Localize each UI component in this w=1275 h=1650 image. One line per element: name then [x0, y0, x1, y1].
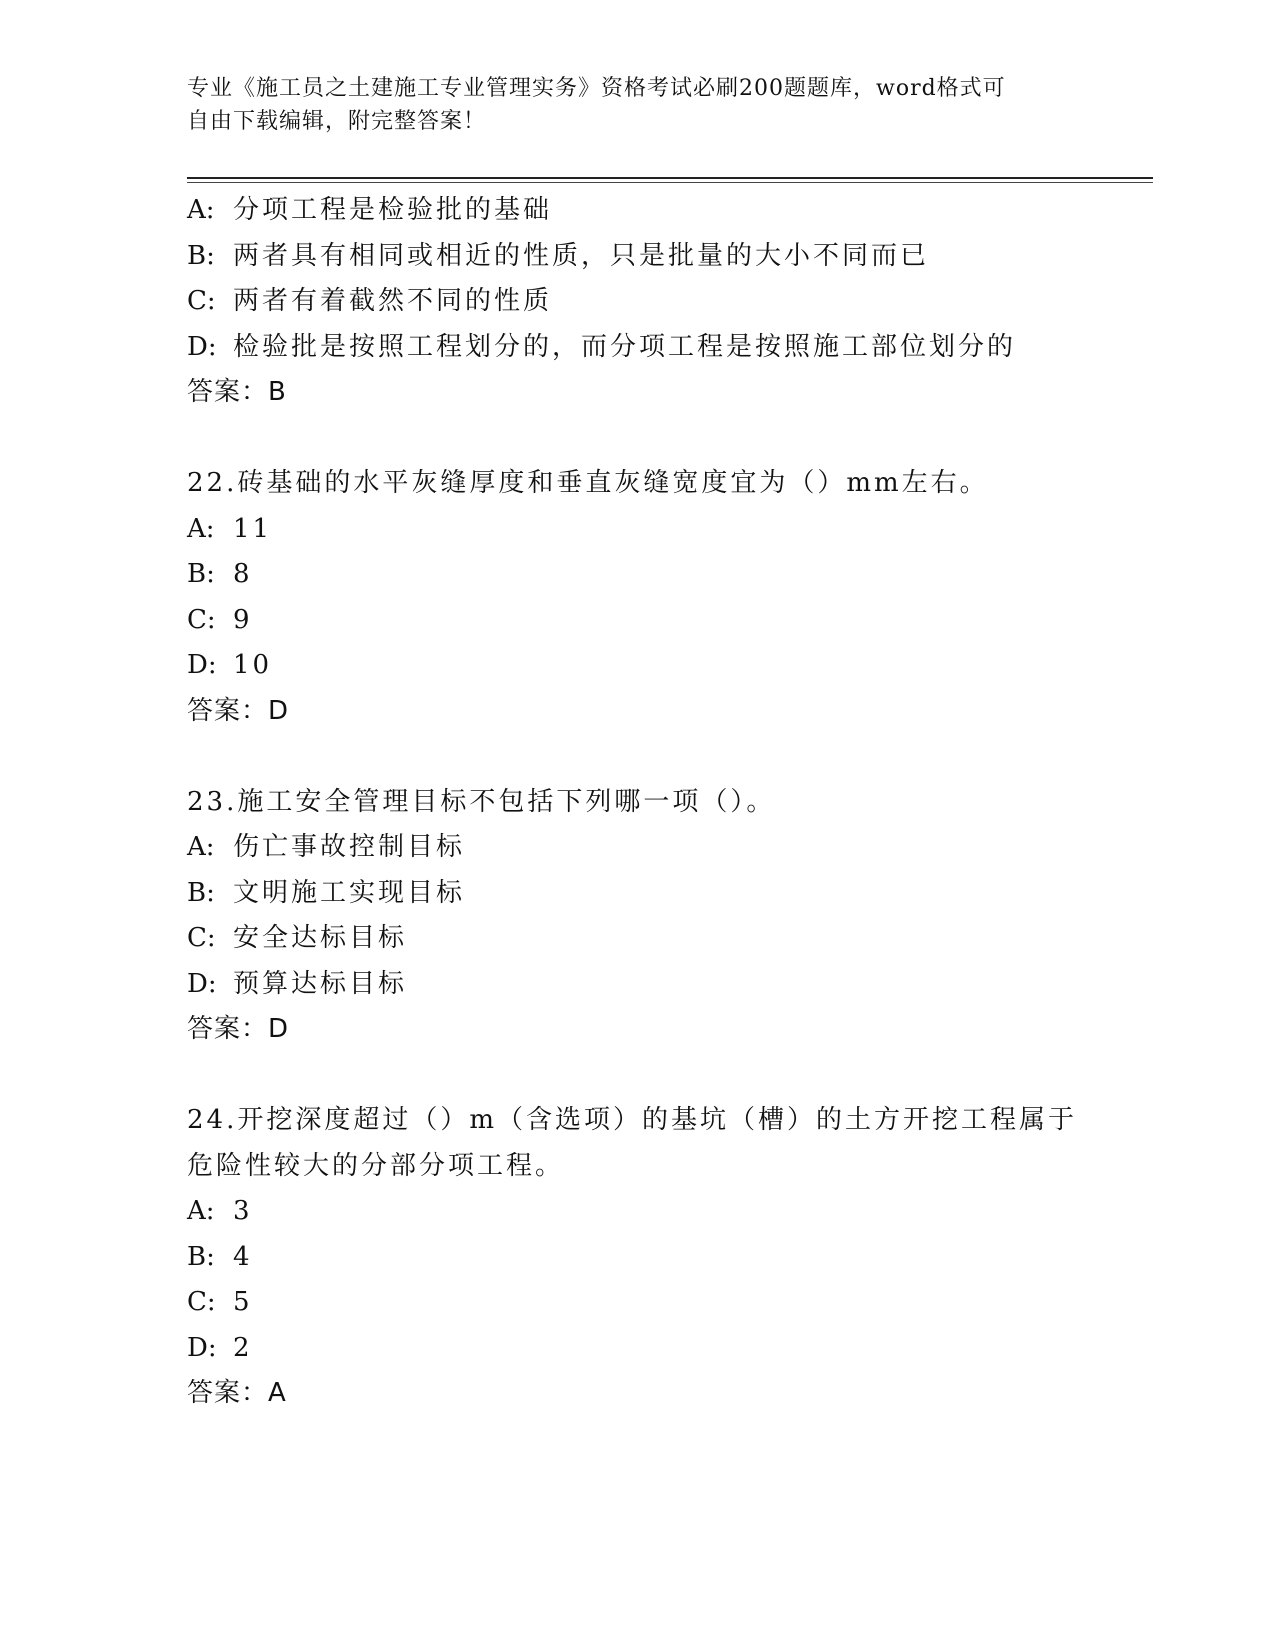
spacer	[187, 416, 1153, 462]
question-stem: 23.施工安全管理目标不包括下列哪一项（）。	[187, 786, 776, 817]
question-stem-line-1: 24.开挖深度超过（）m（含选项）的基坑（槽）的土方开挖工程属于	[187, 1105, 1078, 1135]
option-b: B: 文明施工实现目标	[187, 877, 466, 908]
header-title-line-1: 专业《施工员之土建施工专业管理实务》资格考试必刷200题题库，word格式可	[187, 76, 1006, 101]
option-a: A: 11	[187, 513, 273, 544]
spacer	[187, 734, 1153, 780]
option-b: B: 两者具有相同或相近的性质，只是批量的大小不同而已	[187, 240, 930, 271]
question-stem: 22.砖基础的水平灰缝厚度和垂直灰缝宽度宜为（）mm左右。	[187, 468, 989, 498]
option-c: C: 9	[187, 604, 253, 635]
question-21	[187, 188, 1153, 416]
question-stem-line-2: 危险性较大的分部分项工程。	[187, 1150, 565, 1181]
answer: 答案：D	[187, 1014, 290, 1044]
header-divider-thick	[187, 177, 1153, 179]
option-d: D: 预算达标目标	[187, 968, 408, 999]
answer: 答案：B	[187, 377, 287, 407]
option-c: C: 安全达标目标	[187, 923, 408, 953]
question-list	[187, 188, 1153, 1417]
option-a: A: 伤亡事故控制目标	[187, 832, 466, 862]
option-d: D: 10	[187, 650, 273, 680]
option-d: D: 2	[187, 1332, 253, 1363]
question-24	[187, 1098, 1153, 1417]
answer: 答案：A	[187, 1378, 287, 1408]
header-divider-thin	[187, 182, 1153, 183]
option-b: B: 8	[187, 559, 253, 589]
option-c: C: 两者有着截然不同的性质	[187, 286, 553, 316]
spacer	[187, 1053, 1153, 1099]
question-23	[187, 780, 1153, 1053]
option-a: A: 分项工程是检验批的基础	[187, 195, 553, 225]
option-c: C: 5	[187, 1287, 253, 1317]
question-22	[187, 461, 1153, 734]
option-a: A: 3	[187, 1196, 253, 1226]
option-d: D: 检验批是按照工程划分的，而分项工程是按照施工部位划分的	[187, 331, 1017, 362]
document-header	[187, 72, 1067, 138]
option-b: B: 4	[187, 1241, 253, 1272]
header-title-line-2: 自由下载编辑，附完整答案！	[187, 109, 487, 134]
answer: 答案：D	[187, 695, 290, 726]
